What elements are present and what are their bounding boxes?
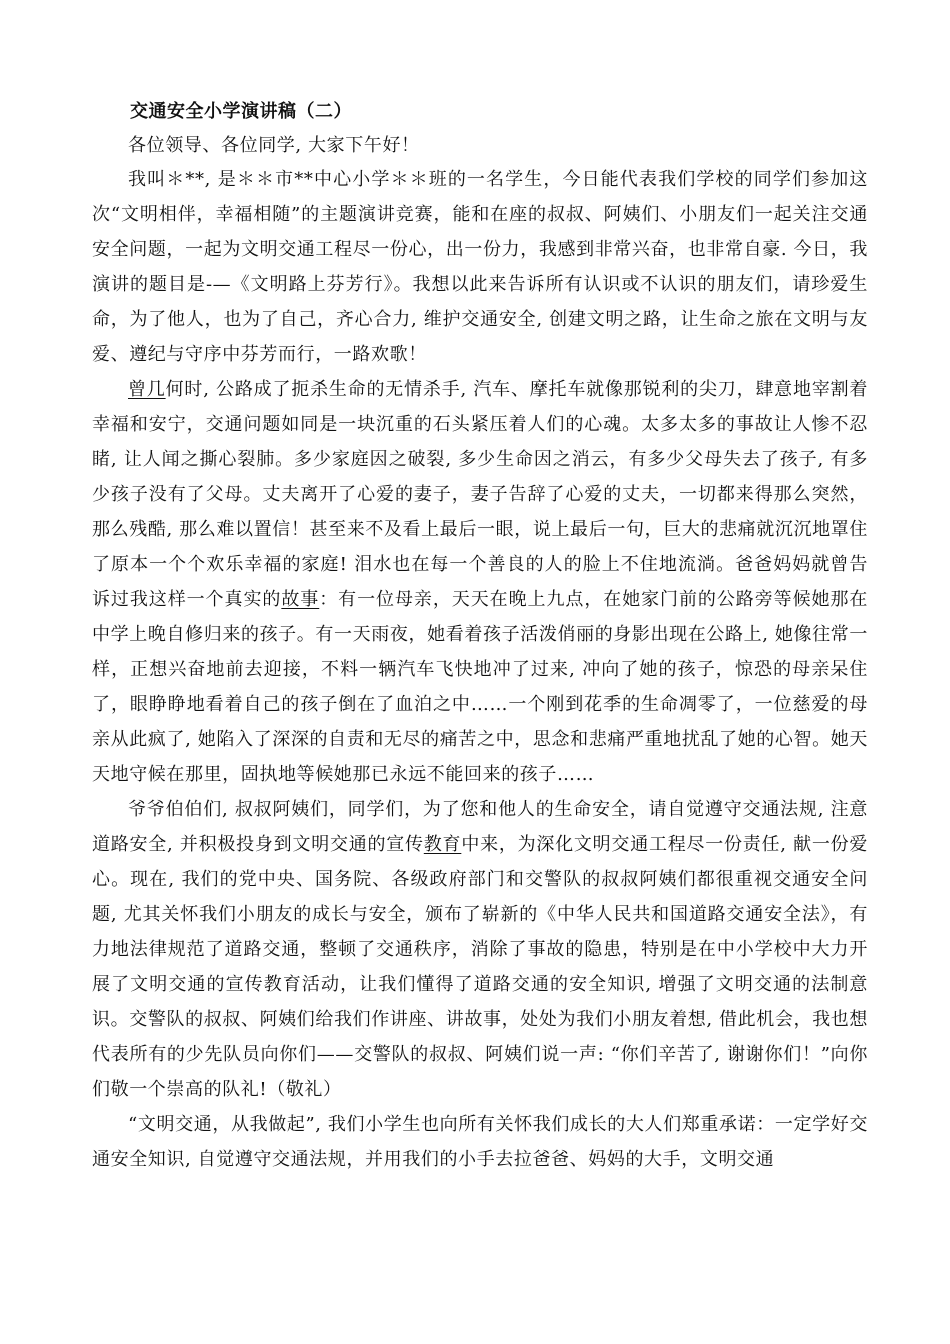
paragraph-introduction: 我叫＊**, 是＊＊市**中心小学＊＊班的一名学生，今日能代表我们学校的同学们参加这次“文明相伴，幸福相随”的主题演讲竞赛，能和在座的叔叔、阿姨们、小朋友们一起关注交通安全问题，一起为文明交通工程尽一份心，出一份力，我感到非常兴奋，也非常自豪. 今日，我演讲的题目是-—《文明路上芬芳行》。我想以此来告诉所有认识或不认识的朋友们，请珍爱生命，为了他人，也为了自己，齐心合力, 维护交通安全, 创建文明之路，让生命之旅在文明与友爱、遵纪与守序中芬芳而行，一路欢歌！ bbox=[92, 169, 868, 365]
paragraph-text: 爷爷伯伯们, 叔叔阿姨们，同学们，为了您和他人的生命安全，请自觉遵守交通法规, 注意道路安全, 并积极投身到文明交通的宣传 bbox=[92, 799, 868, 855]
paragraph-text: 何时, 公路成了扼杀生命的无情杀手, 汽车、摩托车就像那锐利的尖刀，肆意地宰割着幸福和安宁，交通问题如同是一块沉重的石头紧压着人们的心魂。太多太多的事故让人惨不忍睹, 让人闻之撕心裂肺。多少家庭因之破裂, 多少生命因之消云，有多少父母失去了孩子, 有多少孩子没有了父母。丈夫离开了心爱的妻子，妻子告辞了心爱的丈夫，一切都来得那么突然，那么残酷, 那么难以置信！甚至来不及看上最后一眼，说上最后一句，巨大的悲痛就沉沉地罩住了原本一个个欢乐幸福的家庭! 泪水也在每一个善良的人的脸上不住地流淌。爸爸妈妈就曾告诉过我这样一个真实的 bbox=[92, 379, 868, 610]
underlined-link-text[interactable]: 教育 bbox=[423, 834, 462, 855]
underlined-link-text[interactable]: 故事 bbox=[281, 589, 320, 610]
document-page bbox=[92, 96, 868, 1177]
paragraph-appeal bbox=[92, 792, 868, 1107]
greeting-paragraph: 各位领导、各位同学, 大家下午好！ bbox=[128, 135, 420, 156]
paragraph-promise: “文明交通，从我做起”, 我们小学生也向所有关怀我们成长的大人们郑重承诺：一定学好交通安全知识, 自觉遵守交通法规，并用我们的小手去拉爸爸、妈妈的大手，文明交通 bbox=[92, 1114, 868, 1170]
underlined-link-text[interactable]: 曾几 bbox=[128, 379, 166, 400]
paragraph-text: ：有一位母亲，天天在晚上九点，在她家门前的公路旁等候她那在中学上晚自修归来的孩子。有一天雨夜，她看着孩子活泼俏丽的身影出现在公路上, 她像往常一样，正想兴奋地前去迎接，不料一辆汽车飞快地冲了过来, 冲向了她的孩子，惊恐的母亲呆住了，眼睁睁地看着自己的孩子倒在了血泊之中……一个刚到花季的生命凋零了，一位慈爱的母亲从此疯了, 她陷入了深深的自责和无尽的痛苦之中，思念和悲痛严重地扰乱了她的心智。她天天地守候在那里，固执地等候她那已永远不能回来的孩子…… bbox=[92, 589, 869, 785]
paragraph-text: 中来，为深化文明交通工程尽一份责任, 献一份爱心。现在, 我们的党中央、国务院、各级政府部门和交警队的叔叔阿姨们都很重视交通安全问题, 尤其关怀我们小朋友的成长与安全，颁布了崭新的《中华人民共和国道路交通安全法》，有力地法律规范了道路交通，整顿了交通秩序，消除了事故的隐患，特别是在中小学校中大力开展了文明交通的宣传教育活动，让我们懂得了道路交通的安全知识, 增强了文明交通的法制意识。交警队的叔叔、阿姨们给我们作讲座、讲故事，处处为我们小朋友着想, 借此机会，我也想代表所有的少先队员向你们——交警队的叔叔、阿姨们说一声: “你们辛苦了, 谢谢你们！”向你们敬一个崇高的队礼!（敬礼） bbox=[92, 834, 869, 1100]
paragraph-accidents bbox=[92, 372, 868, 792]
document-title: 交通安全小学演讲稿（二） bbox=[130, 101, 352, 122]
